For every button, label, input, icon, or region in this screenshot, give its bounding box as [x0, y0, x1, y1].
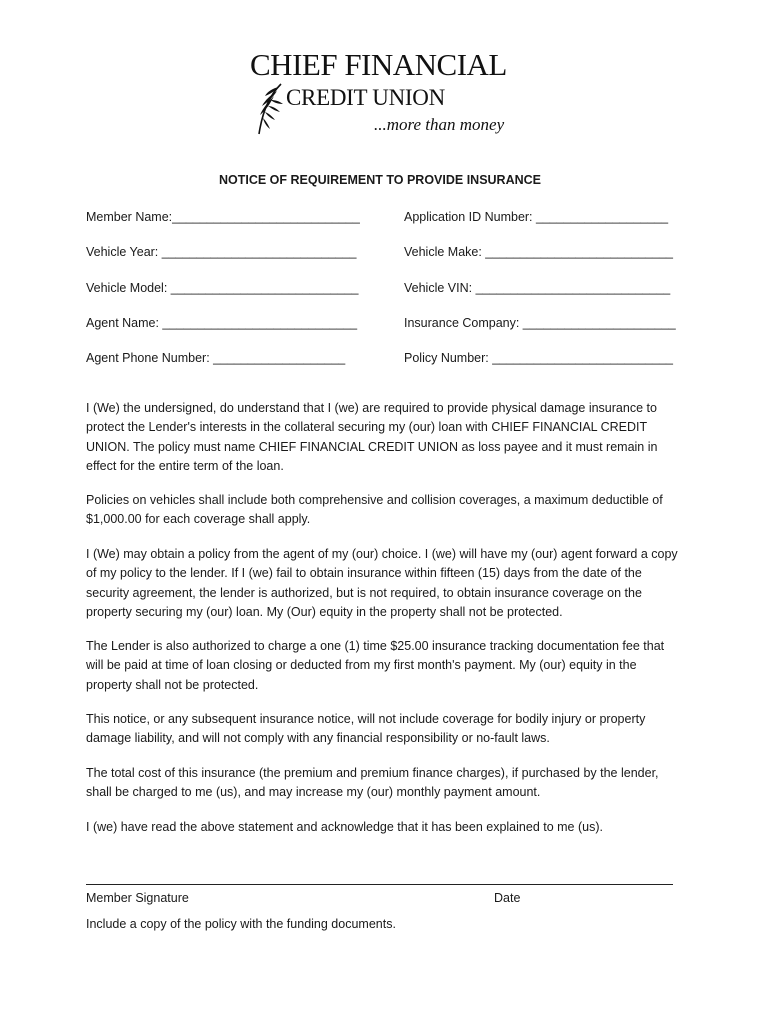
funding-documents-note: Include a copy of the policy with the funding documents.: [86, 917, 396, 931]
logo-line-1: CHIEF FINANCIAL: [250, 47, 507, 82]
logo-line-2: CREDIT UNION: [286, 85, 445, 110]
paragraph-insurance-requirement: I (We) the undersigned, do understand that I (we) are required to provide physical damage insurance to protect the Lender's interests in the collateral securing my (our) loan with CHIEF FINANCIAL CREDIT UNION. The policy must name CHIEF FINANCIAL CREDIT UNION as loss payee and it must remain in effect for the entire term of the loan.: [86, 401, 658, 473]
paragraph-coverage-limits: This notice, or any subsequent insurance notice, will not include coverage for bodily injury or property damage liability, and will not comply with any financial responsibility or no-fault laws.: [86, 712, 646, 746]
policy-number-field[interactable]: Policy Number: __________________________: [404, 351, 673, 365]
agent-phone-field[interactable]: Agent Phone Number: ___________________: [86, 351, 346, 365]
signature-line[interactable]: [86, 884, 673, 885]
document-title: NOTICE OF REQUIREMENT TO PROVIDE INSURANCE: [218, 173, 541, 187]
credit-union-logo: [246, 40, 516, 140]
logo-tagline: ...more than money: [374, 115, 505, 134]
paragraph-total-cost: The total cost of this insurance (the premium and premium finance charges), if purchased by the lender, shall be charged to me (us), and may increase my (our) monthly payment amount.: [86, 766, 659, 800]
paragraph-tracking-fee: The Lender is also authorized to charge a one (1) time $25.00 insurance tracking documentation fee that will be paid at time of loan closing or deducted from my first month's payment. My (our) equity in the property shall not be protected.: [86, 639, 665, 692]
application-id-field[interactable]: Application ID Number: ___________________: [404, 210, 669, 224]
paragraph-agent-policy: I (We) may obtain a policy from the agent of my (our) choice. I (we) will have my (our) agent forward a copy of my policy to the lender. If I (we) fail to obtain insurance within fifteen (15) days from the date of the security agreement, the lender is authorized, but is not required, to obtain insurance coverage on the property securing my (our) loan. My (Our) equity in the property shall not be protected.: [86, 547, 678, 619]
insurance-company-field[interactable]: Insurance Company: ______________________: [404, 316, 676, 330]
paragraph-acknowledgement: I (we) have read the above statement and acknowledge that it has been explained to me (us).: [86, 820, 603, 834]
vehicle-model-field[interactable]: Vehicle Model: ___________________________: [86, 281, 359, 295]
agent-name-field[interactable]: Agent Name: ____________________________: [86, 316, 358, 330]
vehicle-vin-field[interactable]: Vehicle VIN: ____________________________: [404, 281, 671, 295]
member-signature-label: Member Signature: [86, 891, 189, 905]
member-name-field[interactable]: Member Name:___________________________: [86, 210, 360, 224]
date-label: Date: [494, 891, 521, 905]
vehicle-make-field[interactable]: Vehicle Make: ___________________________: [404, 245, 673, 259]
feather-icon: [251, 80, 291, 138]
vehicle-year-field[interactable]: Vehicle Year: ____________________________: [86, 245, 357, 259]
paragraph-deductible: Policies on vehicles shall include both comprehensive and collision coverages, a maximum deductible of $1,000.00 for each coverage shall apply.: [86, 493, 663, 527]
